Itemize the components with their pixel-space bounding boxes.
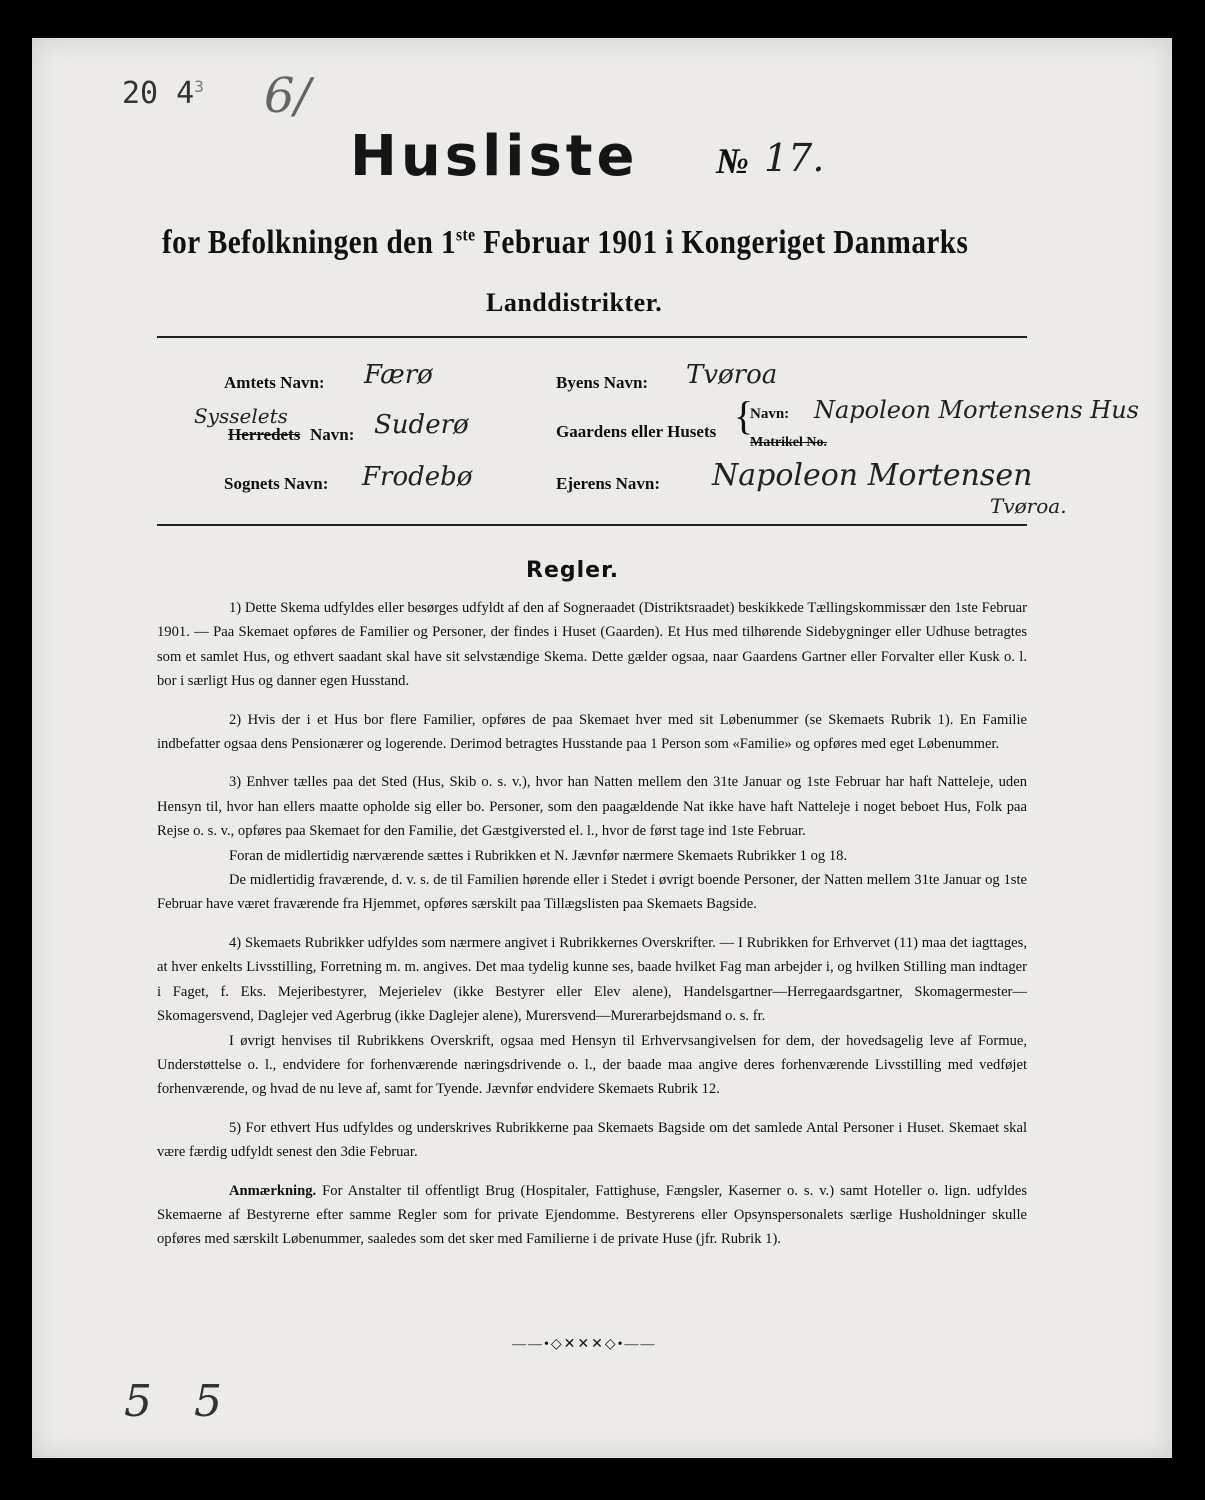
- form-title: Husliste: [350, 124, 639, 189]
- rule-2: 2) Hvis der i et Hus bor flere Familier, opføres de paa Skemaet hver med sit Løbenummer (se Skemaets Rubrik 1). En Familie indbefatter ogsaa dens Pensionærer og logerende. Derimod betragtes Husstande paa 1 Person som «Familie» og opføres med eget Løbenummer.: [157, 711, 1027, 753]
- stamp-number: 20 4: [122, 76, 195, 111]
- rule-5: 5) For ethvert Hus udfyldes og underskrives Rubrikkerne paa Skemaets Bagside om det samlede Antal Personer i Huset. Skemaet skal være færdig udfyldt senest den 3die Februar.: [157, 1119, 1027, 1161]
- matrikel-label: Matrikel No.: [750, 435, 827, 450]
- bottom-handwritten: 5 5: [124, 1376, 222, 1427]
- ejer-value-line2: Tvøroa.: [990, 494, 1067, 518]
- by-label: Byens Navn:: [556, 373, 649, 392]
- ejer-label: Ejerens Navn:: [556, 474, 661, 493]
- rule-3-continued-b: De midlertidig fraværende, d. v. s. de til Familien hørende eller i Stedet i øvrigt boende Personer, der Natten mellem 31te Januar og 1ste Februar have været fraværende fra Hjemmet, opføres særskilt paa Tillægslisten paa Skemaets Bagside.: [157, 872, 1027, 913]
- note-text: For Anstalter til offentligt Brug (Hospitaler, Fattighuse, Fængsler, Kaserner o. s. v.) samt Hoteller o. lign. udfyldes Skemaerne af Bestyrerne efter samme Regler som for private Ejendomme. Bestyrerens eller Opsynspersonalets særlige Husholdninger skulle opføres med særskilt Løbenummer, saaledes som det sker med Familierne i de private Huse (jfr. Rubrik 1).: [157, 1182, 1027, 1248]
- navn-label: Navn:: [750, 406, 790, 422]
- form-number: 17.: [764, 136, 825, 180]
- number-mark: №: [716, 141, 749, 181]
- form-subtitle-districts: Landdistrikter.: [486, 288, 663, 317]
- ejer-value: Napoleon Mortensen: [712, 458, 1033, 493]
- sogn-label: Sognets Navn:: [224, 474, 329, 493]
- by-value: Tvøroa: [686, 360, 778, 390]
- stamp-small: 3: [194, 77, 204, 96]
- rules-heading: Regler.: [526, 558, 620, 583]
- rule-3: 3) Enhver tælles paa det Sted (Hus, Skib o. s. v.), hvor han Natten mellem den 31te Januar og 1ste Februar har haft Natteleje, uden Hensyn til, hvor han ellers maatte opholde sig eller bo. Personer, som den paagældende Nat ikke have haft Natteleje i noget beboet Hus, Folk paa Rejse o. s. v., opføres paa Skemaet for den Familie, det Gæstgiversted el. l., hvor de først tage ind 1ste Februar.: [157, 774, 1027, 840]
- rules-body: [157, 596, 1027, 1266]
- herred-label: Navn:: [310, 425, 355, 444]
- subtitle-post: Februar 1901 i Kongeriget Danmarks: [475, 224, 969, 261]
- rule-4-continued: I øvrigt henvises til Rubrikkens Overskrift, ogsaa med Hensyn til Erhvervsangivelsen for dem, der hovedsagelig leve af Formue, Understøttelse o. l., endvidere for forhenværende næringsdrivende o. l., der baade maa angive deres forhenværende Livsstilling med vedføjet forhenværende, og hvad de nu leve af, samt for Tyende. Jævnfør endvidere Skemaets Rubrik 12.: [157, 1032, 1027, 1098]
- bottom-rule: [157, 524, 1027, 526]
- gaard-label: Gaardens eller Husets: [556, 422, 717, 441]
- census-form-page: [32, 38, 1172, 1458]
- archive-stamp-number: [122, 76, 204, 111]
- form-subtitle: [162, 224, 969, 262]
- margin-handwritten-top: 6/: [264, 68, 311, 124]
- rule-1: 1) Dette Skema udfyldes eller besørges udfyldt af den af Sogneraadet (Distriktsraadet) beskikkede Tællingskommissær den 1ste Februar 1901. — Paa Skemaet opføres de Familier og Personer, der findes i Huset (Gaarden). Et Hus med tilhørende Sidebygninger eller Udhuse betragtes som et samlet Hus, og ethvert saadant skal have sit selvstændige Skema. Dette gælder ogsaa, naar Gaardens Gartner eller Forvalter eller Kusk o. l. bor i særligt Hus og danner egen Husstand.: [157, 600, 1027, 690]
- amt-label: Amtets Navn:: [224, 373, 325, 392]
- ornament-divider: ——•◇✕✕✕◇•——: [512, 1337, 657, 1352]
- top-rule: [157, 336, 1027, 338]
- herred-struck-label: Herredets: [228, 425, 301, 444]
- sogn-value: Frodebø: [362, 462, 473, 492]
- note: [157, 1179, 1027, 1252]
- brace-divider: {: [734, 393, 754, 438]
- note-label: Anmærkning.: [229, 1182, 317, 1199]
- subtitle-sup: ste: [456, 224, 476, 245]
- amt-value: Færø: [364, 360, 433, 390]
- rule-3-continued-a: Foran de midlertidig nærværende sættes i Rubrikken et N. Jævnfør nærmere Skemaets Rubrikker 1 og 18.: [229, 847, 848, 864]
- subtitle-pre: for Befolkningen den 1: [162, 224, 457, 261]
- herred-value: Suderø: [374, 410, 469, 440]
- navn-value: Napoleon Mortensens Hus: [814, 396, 1139, 424]
- rule-4: 4) Skemaets Rubrikker udfyldes som nærmere angivet i Rubrikkernes Overskrifter. — I Rubrikken for Erhvervet (11) maa det iagttages, at hver enkelts Livsstilling, Forretning m. m. angives. Det maa tydelig kunne ses, baade hvilket Fag man arbejder i, og hvilken Stilling man indtager i Faget, f. Eks. Mejeribestyrer, Mejerielev (ikke Bestyrer eller Elev alene), Handelsgartner—Herregaardsgartner, Skomagermester—Skomagersvend, Daglejer ved Agerbrug (ikke Daglejer alene), Murersvend—Murerarbejdsmand o. s. fr.: [157, 934, 1027, 1025]
- herred-handwritten: Sysselets: [194, 404, 288, 428]
